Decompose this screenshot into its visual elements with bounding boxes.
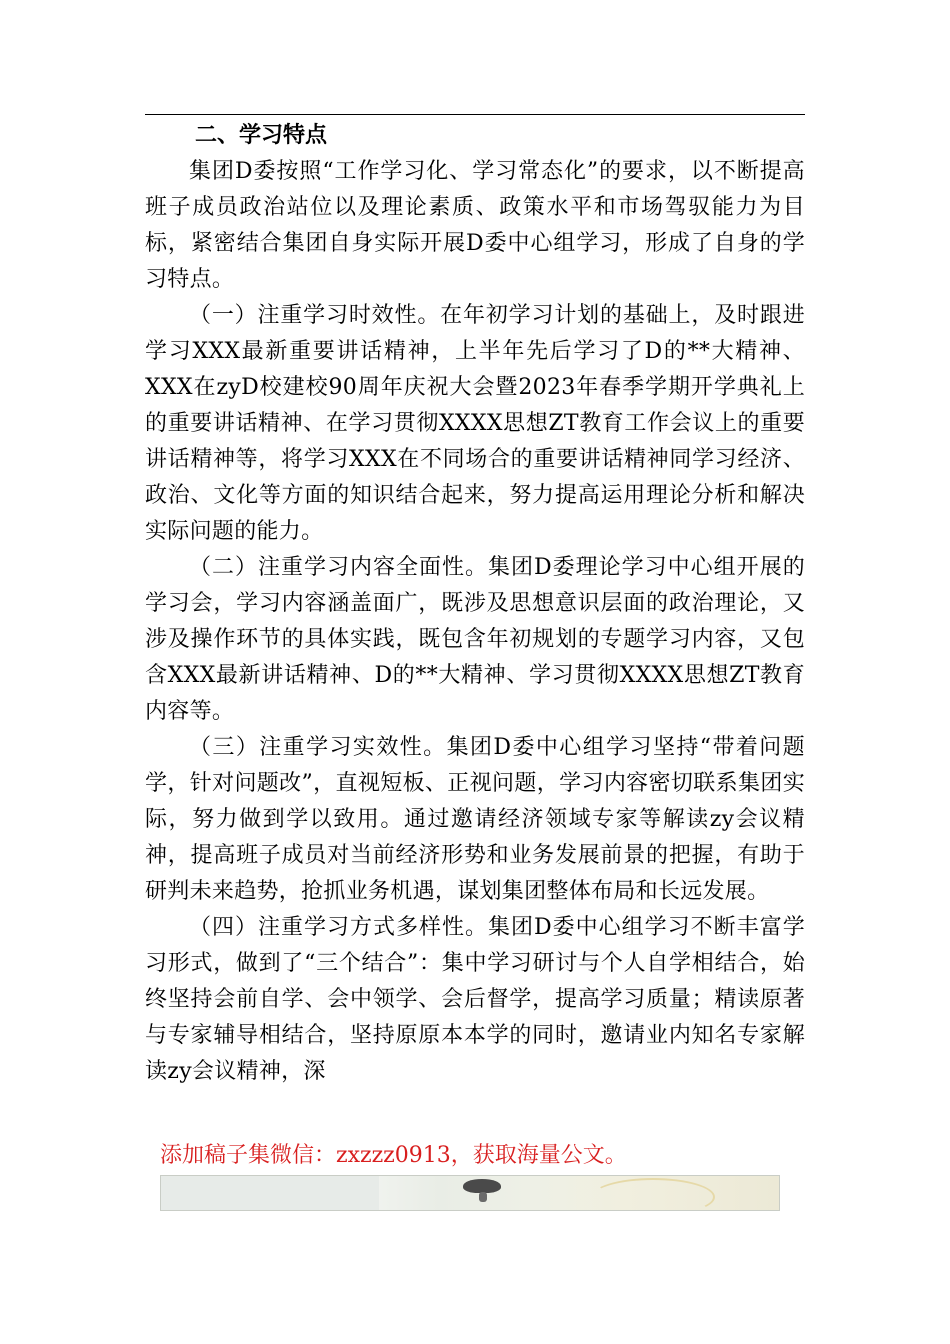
paragraph-comprehensiveness: （二）注重学习内容全面性。集团D委理论学习中心组开展的学习会，学习内容涵盖面广，既涉及思想意识层面的政治理论，又涉及操作环节的具体实践，既包含年初规划的专题学习内容，又包含XXX最新讲话精神、D的**大精神、学习贯彻XXXX思想ZT教育内容等。: [145, 555, 805, 724]
document-body: [145, 118, 805, 1090]
ink-drop-icon: [479, 1192, 487, 1202]
ink-blot-icon: [463, 1179, 501, 1193]
promo-text: 添加稿子集微信：zxzzz0913，获取海量公文。: [160, 1143, 627, 1168]
banner-image: [160, 1175, 780, 1211]
paragraph-effectiveness: （三）注重学习实效性。集团D委中心组学习坚持“带着问题学，针对问题改”，直视短板、正视问题，学习内容密切联系集团实际，努力做到学以致用。通过邀请经济领域专家等解读zy会议精神，提高班子成员对当前经济形势和业务发展前景的把握，有助于研判未来趋势，抢抓业务机遇，谋划集团整体布局和长远发展。: [145, 735, 805, 904]
section-heading: 二、学习特点: [195, 123, 328, 148]
decorative-swirl: [591, 1178, 715, 1211]
paragraph-diversity: （四）注重学习方式多样性。集团D委中心组学习不断丰富学习形式，做到了“三个结合”：集中学习研讨与个人自学相结合，始终坚持会前自学、会中领学、会后督学，提高学习质量；精读原著与专家辅导相结合，坚持原原本本学的同时，邀请业内知名专家解读zy会议精神，深: [145, 915, 805, 1084]
paragraph-intro: 集团D委按照“工作学习化、学习常态化”的要求，以不断提高班子成员政治站位以及理论素质、政策水平和市场驾驭能力为目标，紧密结合集团自身实际开展D委中心组学习，形成了自身的学习特点。: [145, 159, 805, 292]
header-rule: [145, 114, 805, 115]
paragraph-timeliness: （一）注重学习时效性。在年初学习计划的基础上，及时跟进学习XXX最新重要讲话精神，上半年先后学习了D的**大精神、XXX在zyD校建校90周年庆祝大会暨2023年春季学期开学典礼上的重要讲话精神、在学习贯彻XXXX思想ZT教育工作会议上的重要讲话精神等，将学习XXX在不同场合的重要讲话精神同学习经济、政治、文化等方面的知识结合起来，努力提高运用理论分析和解决实际问题的能力。: [145, 303, 805, 544]
banner-left-panel: [161, 1176, 379, 1210]
